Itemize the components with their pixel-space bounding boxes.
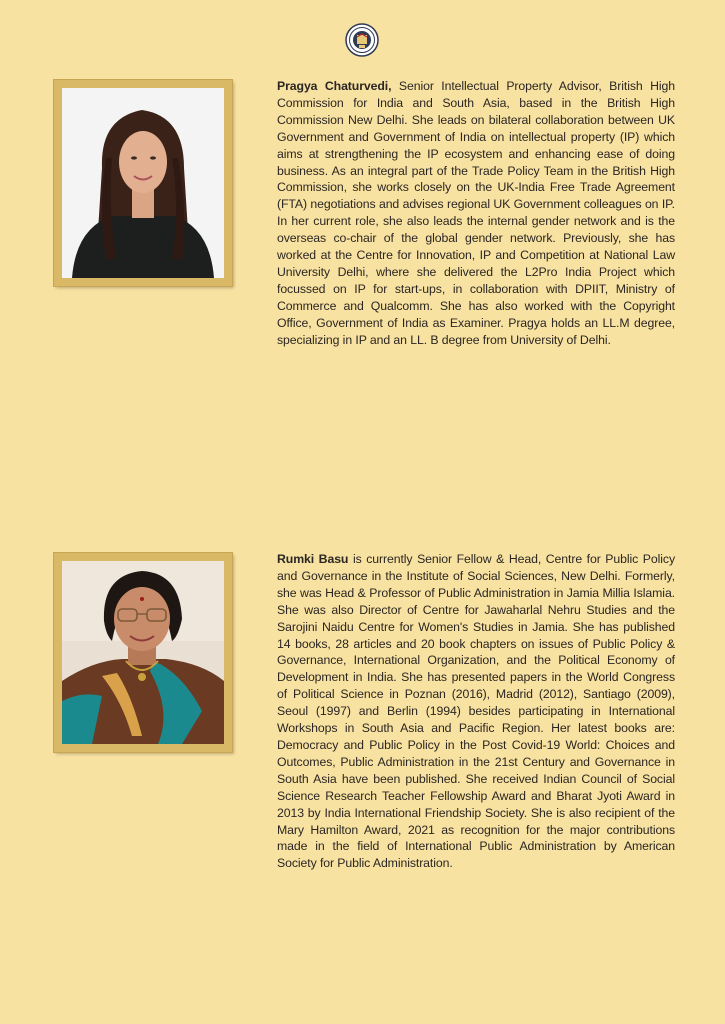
institution-emblem-icon: [345, 23, 379, 57]
profile-bio-rumki: [277, 551, 675, 872]
profile-name: Rumki Basu: [277, 552, 349, 566]
portrait-image: [62, 88, 224, 278]
profile-description: Senior Intellectual Property Advisor, British High Commission for India and South Asia, based in the British High Commission New Delhi. She leads on bilateral collaboration between UK Government and Government of India on intellectual property (IP) which aims at strengthening the IP ecosystem and enhancing ease of doing business. As an integral part of the Trade Policy Team in the British High Commission, she works closely on the UK-India Free Trade Agreement (FTA) negotiations and advises regional UK Government colleagues on IP. In her current role, she also leads the internal gender network and is the overseas co-chair of the global gender network. Previously, she has worked at the Centre for Innovation, IP and Competition at National Law University Delhi, where she delivered the L2Pro India Project which focussed on IP for start-ups, in collaboration with DPIIT, Ministry of Commerce and Qualcomm. She has also worked with the Copyright Office, Government of India as Examiner. Pragya holds an LL.M degree, specializing in IP and an LL. B degree from University of Delhi.: [277, 79, 675, 347]
profile-photo-pragya: [54, 80, 232, 286]
profile-name: Pragya Chaturvedi,: [277, 79, 392, 93]
profile-bio-pragya: [277, 78, 675, 349]
profile-description: is currently Senior Fellow & Head, Centre for Public Policy and Governance in the Institute of Social Sciences, New Delhi. Formerly, she was Head & Professor of Public Administration in Jamia Millia Islamia. She was also Director of Centre for Jawaharlal Nehru Studies and the Sarojini Naidu Centre for Women's Studies in Jamia. She has published 14 books, 28 articles and 20 book chapters on issues of Public Policy & Governance, International Organization, and the Political Economy of Development in India. She has presented papers in the World Congress of Political Science in Poznan (2016), Madrid (2012), Santiago (2009), Seoul (1997) and Berlin (1994) besides participating in International Workshops in South Asia and Pacific Region. Her latest books are: Democracy and Public Policy in the Post Covid-19 World: Choices and Outcomes, Public Administration in the 21st Century and Governance in South Asia have been published. She received Indian Council of Social Science Research Teacher Fellowship Award and Bharat Jyoti Award in 2013 by India International Friendship Society. She is also recipient of the Mary Hamilton Award, 2021 as recognition for the major contributions made in the field of International Public Administration by American Society for Public Administration.: [277, 552, 675, 871]
profile-photo-rumki: [54, 553, 232, 752]
portrait-image: [62, 561, 224, 744]
